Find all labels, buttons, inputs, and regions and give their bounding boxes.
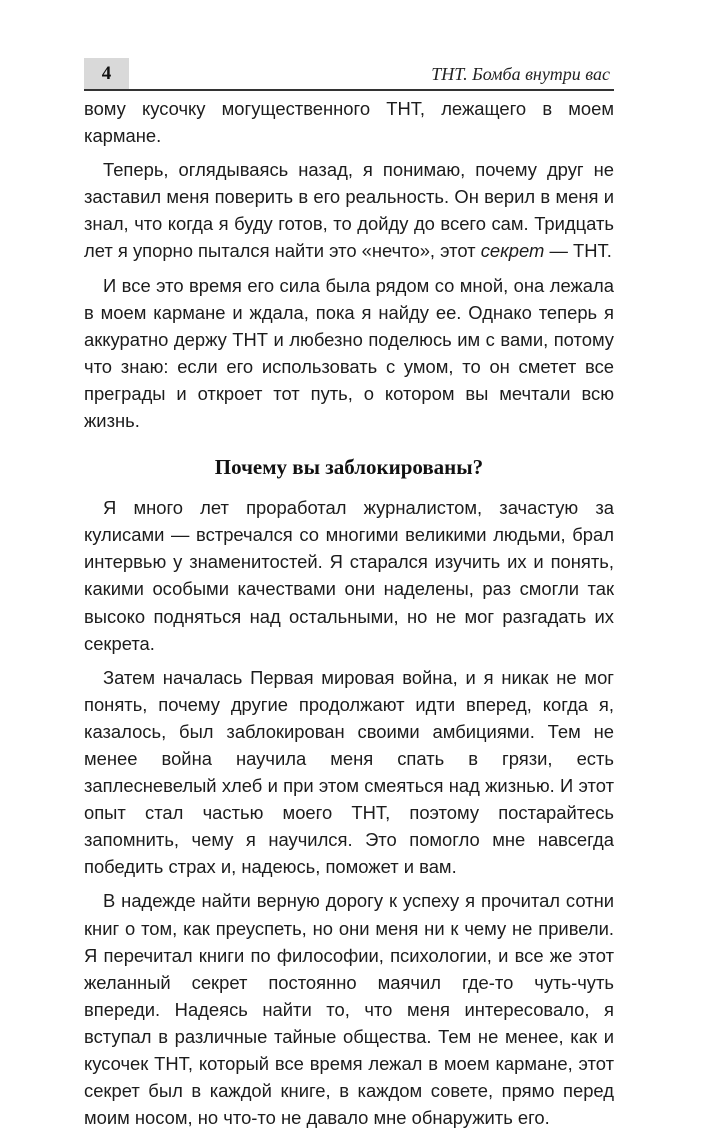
page-number: 4: [84, 58, 129, 90]
paragraph-1: вому кусочку могущественного ТНТ, лежащего в моем кармане.: [84, 98, 614, 147]
paragraph-2-text: Теперь, оглядываясь назад, я понимаю, почему друг не заставил меня поверить в его реальность. Он верил в меня и знал, что когда я буду готов, то дойду до всего сам. Тридцать лет я упорно пытался найти это «нечто», этот: [84, 159, 614, 262]
paragraph-3: И все это время его сила была рядом со мной, она лежала в моем кармане и ждала, пока я найду ее. Однако теперь я аккуратно держу ТНТ и любезно поделюсь им с вами, потому что знаю: если его использовать с умом, то он сметет все преграды и откроет тот путь, о котором вы мечтали всю жизнь.: [84, 274, 614, 432]
running-header: [84, 58, 614, 92]
section-heading: Почему вы заблокированы?: [214, 455, 484, 480]
header-rule: [84, 89, 614, 91]
paragraph-2-end: — ТНТ.: [544, 240, 612, 262]
running-title: ТНТ. Бомба внутри вас: [431, 64, 610, 84]
paragraph-2-emphasis: секрет: [480, 240, 545, 262]
paragraph-2: [84, 156, 614, 264]
paragraph-4: Я много лет проработал журналистом, зачастую за кулисами — встречался со многими великими людьми, брал интервью у знаменитостей. Я старался изучить их и понять, какими особыми качествами они наделены, раз смогли так высоко подняться над остальными, но не мог разгадать их секрета.: [84, 497, 614, 654]
paragraph-6: В надежде найти верную дорогу к успеху я прочитал сотни книг о том, как преуспеть, но они меня ни к чему не привели. Я перечитал книги по философии, психологии, и все же этот желанный секрет постоянно маячил где-то чуть-чуть впереди. Надеясь найти то, что меня интересовало, я вступал в различные тайные общества. Тем не менее, как и кусочек ТНТ, который все время лежал в моем кармане, этот секрет был в каждой книге, в каждом совете, прямо перед моим носом, но что-то не давало мне обнаружить его.: [84, 890, 614, 1129]
body-text: [84, 95, 614, 1138]
paragraph-5: Затем началась Первая мировая война, и я никак не мог понять, почему другие продолжают идти вперед, когда я, казалось, был заблокирован своими амбициями. Тем не менее война научила меня спать в грязи, есть заплесневелый хлеб и при этом смеяться над жизнью. И этот опыт стал частью моего ТНТ, поэтому постарайтесь запомнить, чему я научился. Это помогло мне навсегда победить страх и, надеюсь, поможет и вам.: [84, 666, 614, 878]
